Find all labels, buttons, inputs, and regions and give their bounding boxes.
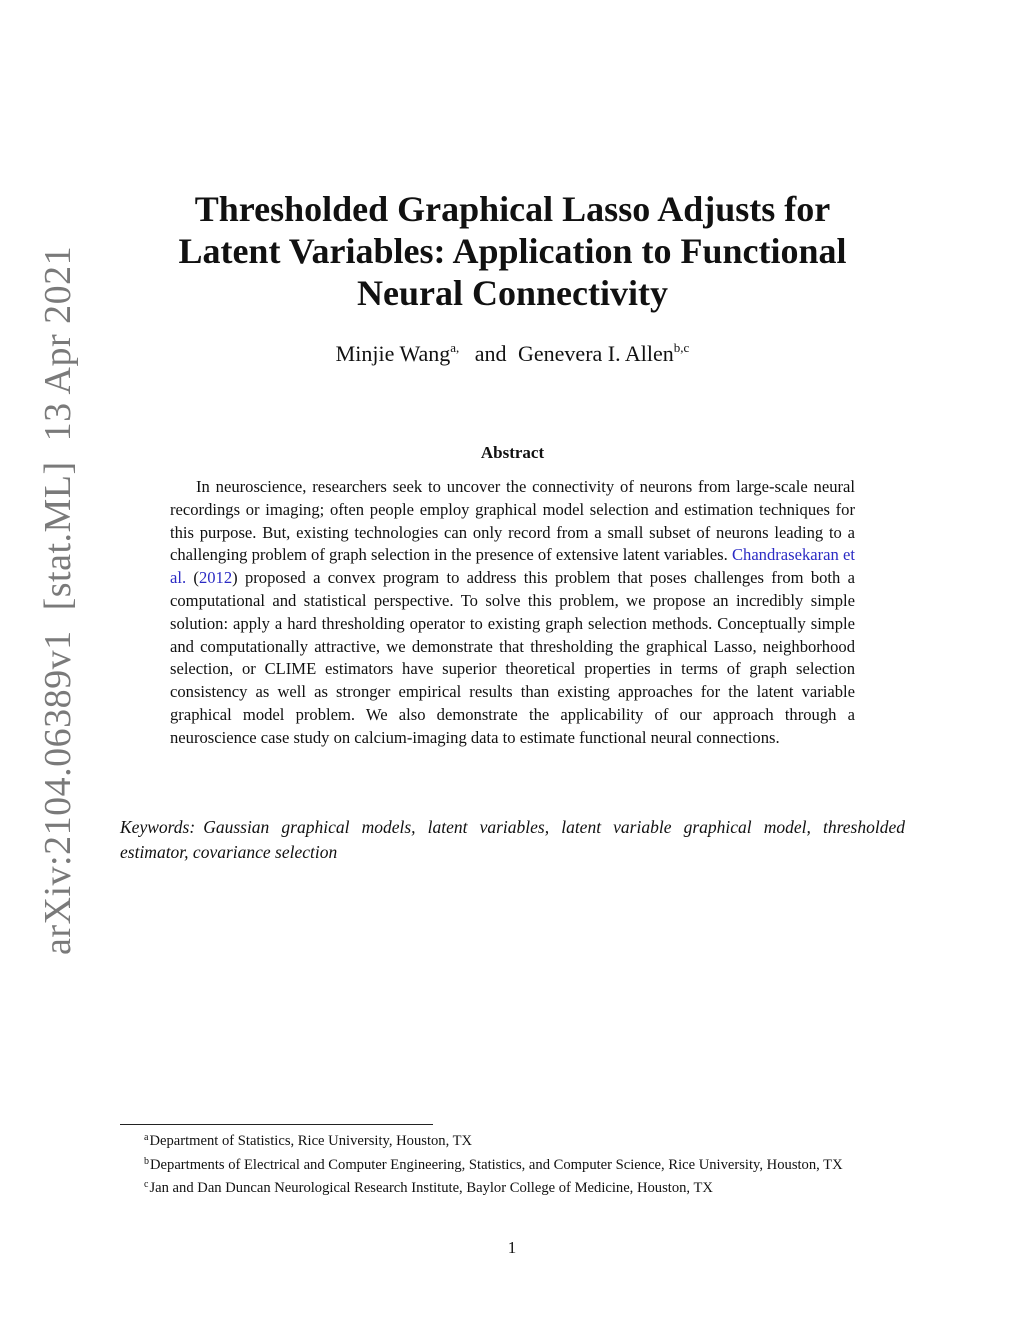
author-affiliation-mark: a,	[450, 340, 460, 355]
abstract-heading: Abstract	[480, 443, 545, 462]
title-line: Thresholded Graphical Lasso Adjusts for	[194, 189, 831, 229]
author-name: Minjie Wang	[335, 341, 451, 366]
abstract-body	[170, 476, 855, 750]
footnote-text: Department of Statistics, Rice University, Houston, TX	[149, 1133, 473, 1149]
footnote-mark: b	[144, 1155, 149, 1167]
arxiv-date: 13 Apr 2021	[37, 245, 79, 442]
footnote-text: Jan and Dan Duncan Neurological Research Institute, Baylor College of Medicine, Houston, TX	[149, 1180, 713, 1196]
keywords-label: Keywords:	[120, 817, 196, 837]
citation-paren: )	[232, 568, 238, 588]
title-line: Latent Variables: Application to Functional	[178, 231, 847, 271]
keywords-text: Gaussian graphical models, latent variables, latent variable graphical model, thresholded estimator, covariance selection	[120, 817, 905, 862]
footnote-mark: c	[144, 1179, 149, 1190]
arxiv-identifier-stamp	[36, 226, 80, 955]
author-list	[120, 340, 905, 367]
footnote-mark: a	[144, 1132, 149, 1143]
title-line: Neural Connectivity	[357, 273, 668, 313]
footnote	[120, 1175, 908, 1199]
page-number: 1	[507, 1238, 517, 1257]
arxiv-id: arXiv:2104.06389v1	[37, 630, 79, 955]
author-connector: and	[474, 341, 507, 366]
citation-paren: (	[186, 568, 199, 588]
arxiv-category: [stat.ML]	[37, 461, 79, 611]
footnote	[120, 1128, 908, 1152]
keywords	[120, 815, 905, 865]
footnote-text: Departments of Electrical and Computer Engineering, Statistics, and Computer Science, Rice University, Houston, TX	[150, 1156, 843, 1173]
footnote-divider	[120, 1124, 433, 1125]
author-affiliation-mark: b,c	[673, 340, 690, 355]
footnote	[120, 1152, 908, 1176]
author-name: Genevera I. Allen	[518, 341, 674, 366]
paper-title	[120, 188, 905, 314]
footnotes	[120, 1128, 908, 1199]
citation-author-link[interactable]: Chandrasekaran et al.	[170, 545, 855, 588]
citation-year-link[interactable]: 2012	[198, 568, 233, 588]
abstract-text: In neuroscience, researchers seek to uncover the connectivity of neurons from large-scale neural recordings or imaging; often people employ graphical model selection and estimation techniques for this purpose. But, existing technologies can only record from a small subset of neurons leading to a challenging problem of graph selection in the presence of extensive latent variables.	[170, 477, 855, 565]
abstract-text: proposed a convex program to address this problem that poses challenges from both a computational and statistical perspective. To solve this problem, we propose an incredibly simple solution: apply a hard thresholding operator to existing graph selection methods. Conceptually simple and computationally attractive, we demonstrate that thresholding the graphical Lasso, neighborhood selection, or CLIME estimators have superior theoretical properties in terms of graph selection consistency as well as stronger empirical results than existing approaches for the latent variable graphical model problem. We also demonstrate the applicability of our approach through a neuroscience case study on calcium-imaging data to estimate functional neural connections.	[170, 568, 855, 747]
